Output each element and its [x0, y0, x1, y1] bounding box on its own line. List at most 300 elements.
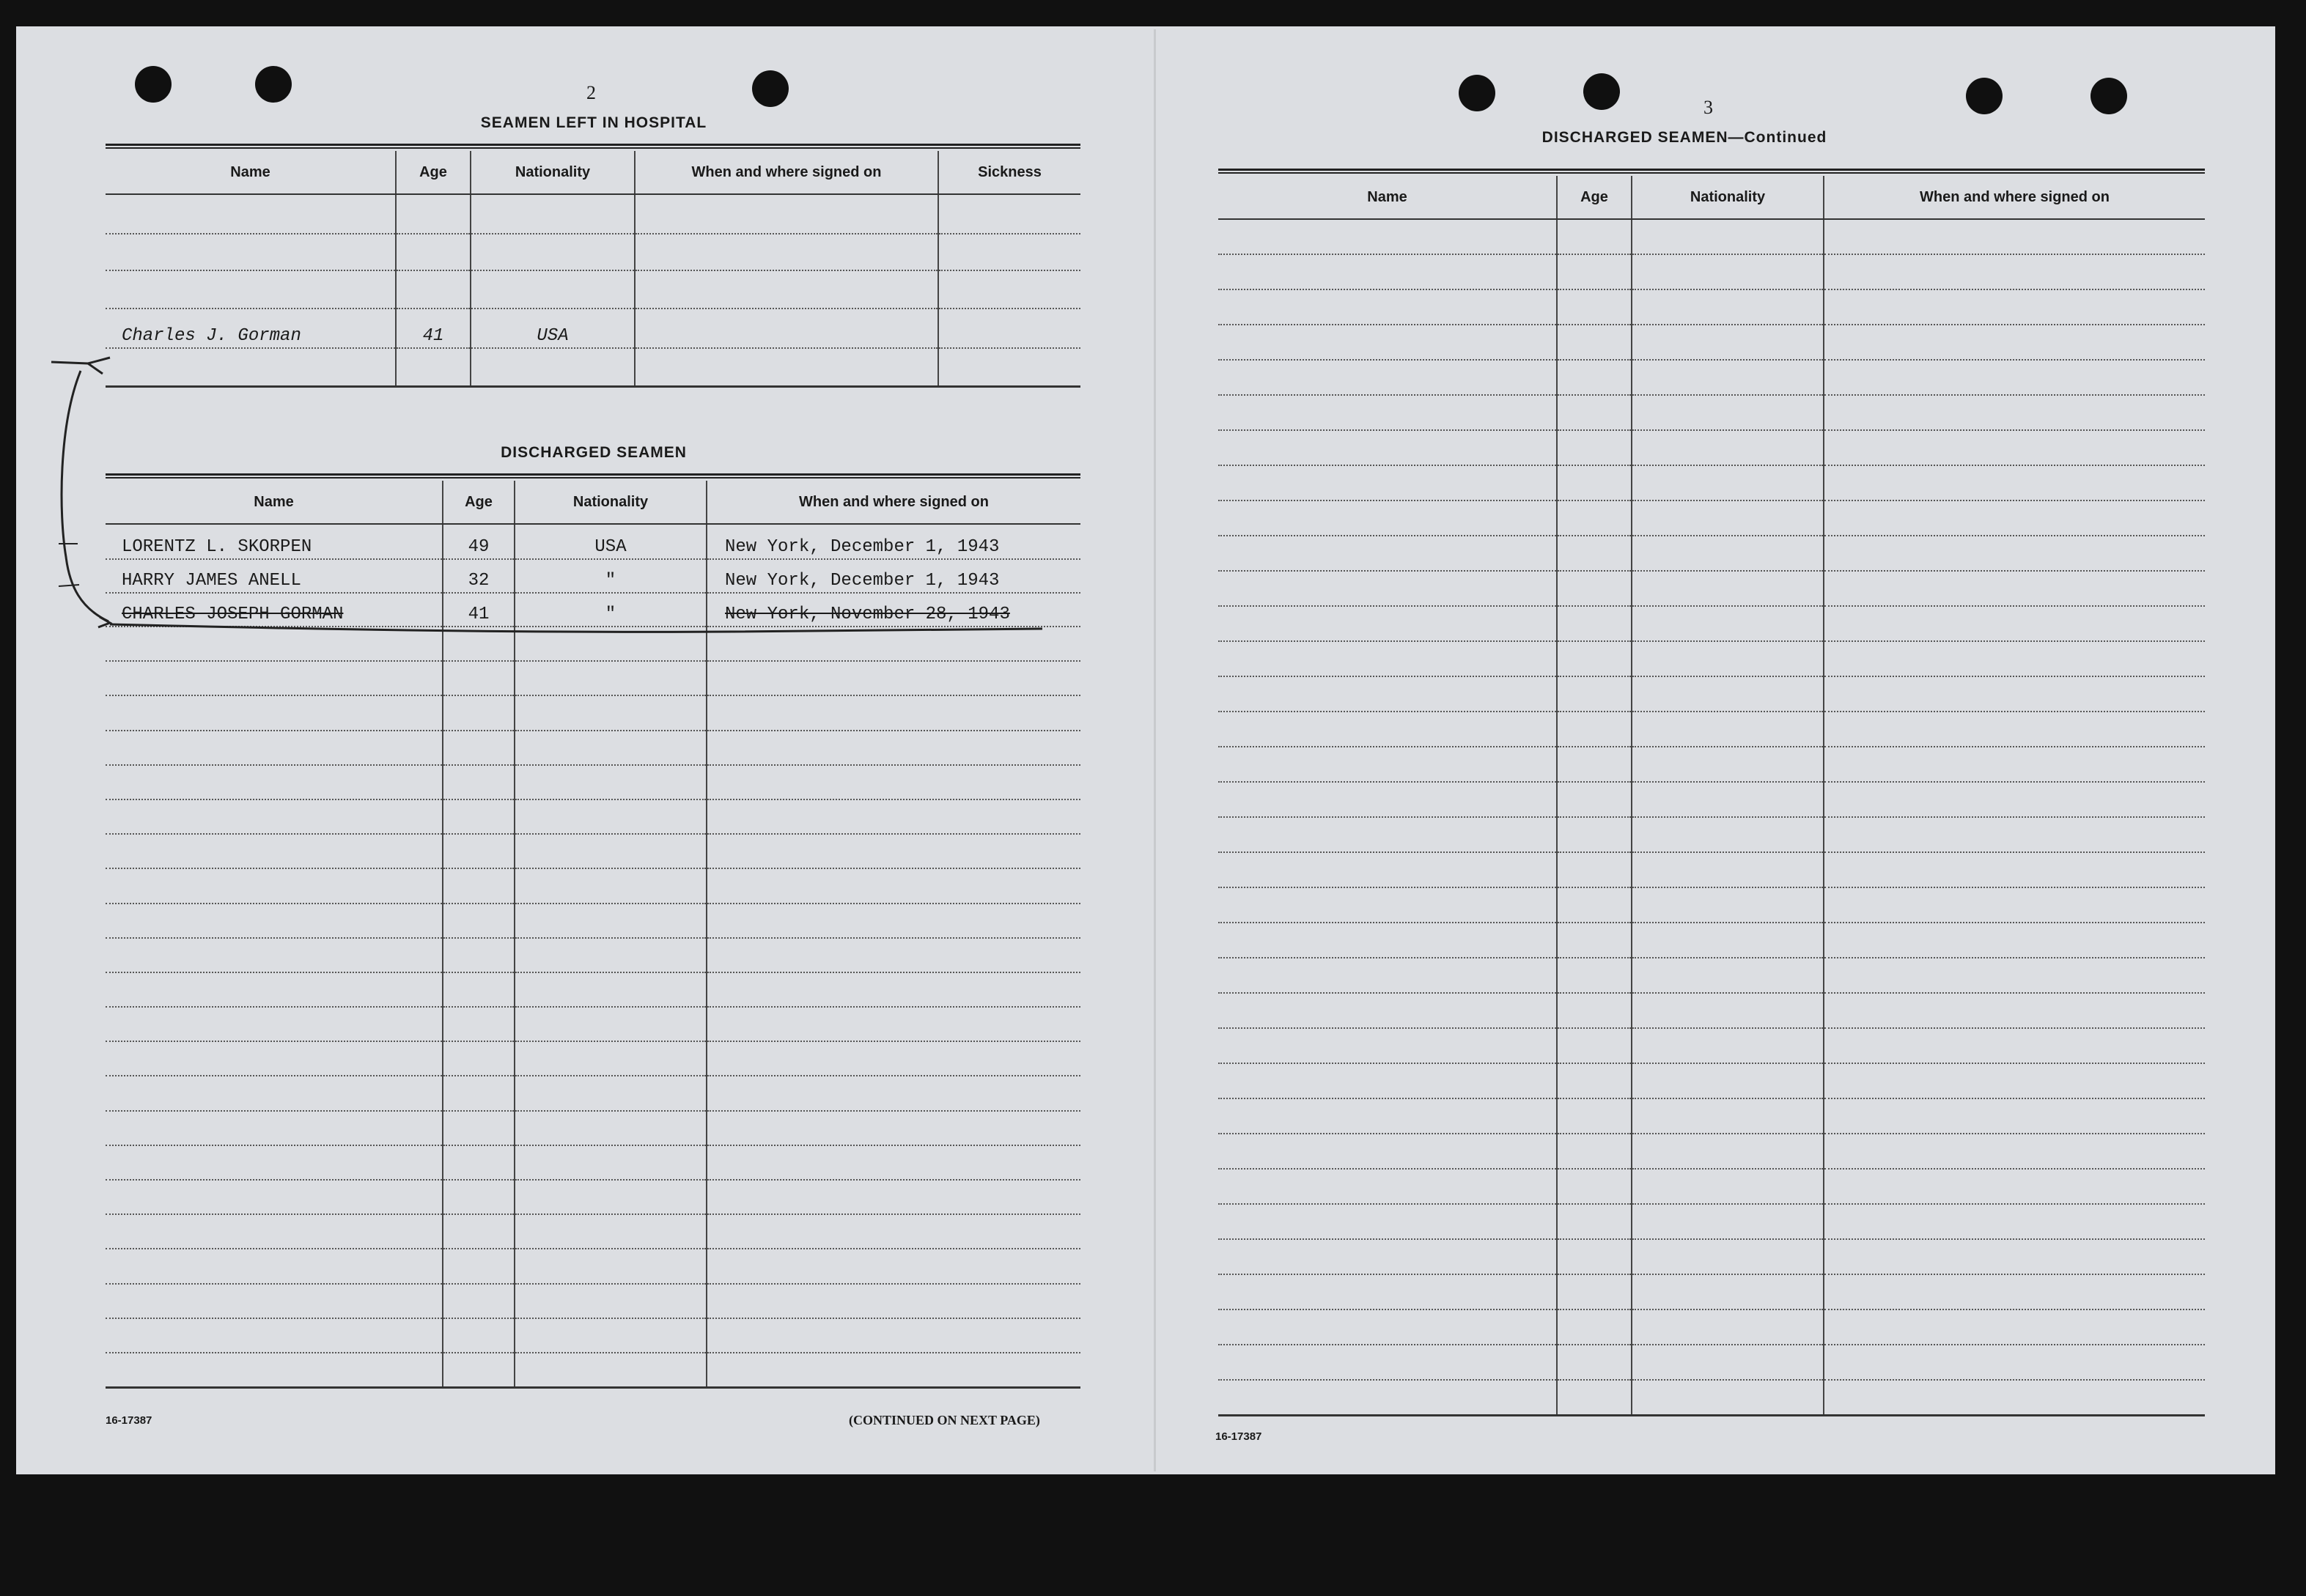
- empty-cell: [707, 765, 1080, 799]
- table-row: [1218, 1063, 2205, 1098]
- col-header-signed-on: When and where signed on: [707, 481, 1080, 524]
- table-row: [1218, 958, 2205, 993]
- table-row: [1218, 571, 2205, 606]
- table-row: [106, 1284, 1080, 1318]
- table-row: [1218, 747, 2205, 782]
- table-row: [106, 234, 1080, 270]
- empty-cell: [1557, 1274, 1632, 1309]
- empty-cell: [515, 1145, 707, 1180]
- empty-cell: [515, 904, 707, 938]
- empty-cell: [1218, 536, 1557, 571]
- empty-cell: [515, 868, 707, 903]
- table-row: [106, 765, 1080, 799]
- empty-cell: [1557, 430, 1632, 465]
- table-row: [1218, 1345, 2205, 1380]
- empty-cell: [1632, 395, 1824, 430]
- empty-cell: [1632, 536, 1824, 571]
- table-row: [1218, 536, 2205, 571]
- seaman-name: LORENTZ L. SKORPEN: [106, 524, 443, 559]
- empty-cell: [1218, 465, 1557, 500]
- table-row: [106, 559, 1080, 593]
- empty-cell: [515, 695, 707, 730]
- empty-cell: [1218, 1028, 1557, 1063]
- col-header-name: Name: [106, 481, 443, 524]
- table-row: [106, 904, 1080, 938]
- empty-cell: [1632, 1309, 1824, 1345]
- empty-cell: [443, 731, 515, 765]
- table-row: [106, 972, 1080, 1007]
- empty-cell: [1218, 219, 1557, 254]
- empty-cell: [106, 1180, 443, 1214]
- empty-cell: [106, 1284, 443, 1318]
- empty-cell: [106, 1249, 443, 1283]
- empty-cell: [443, 1076, 515, 1110]
- empty-cell: [1557, 465, 1632, 500]
- empty-cell: [1218, 1169, 1557, 1204]
- empty-cell: [1824, 852, 2205, 887]
- table-row: [1218, 1309, 2205, 1345]
- empty-cell: [106, 1111, 443, 1145]
- col-header-nationality: Nationality: [515, 481, 707, 524]
- table-row: [106, 627, 1080, 661]
- right-page: [1157, 0, 2306, 1480]
- empty-cell: [1557, 1098, 1632, 1134]
- empty-cell: [106, 1145, 443, 1180]
- table-row: [1218, 993, 2205, 1028]
- table-row: [1218, 887, 2205, 923]
- empty-cell: [1824, 817, 2205, 852]
- empty-cell: [1218, 887, 1557, 923]
- empty-cell: [1824, 465, 2205, 500]
- empty-cell: [1632, 712, 1824, 747]
- empty-cell: [1557, 571, 1632, 606]
- empty-cell: [106, 904, 443, 938]
- empty-cell: [1632, 360, 1824, 395]
- empty-cell: [707, 1145, 1080, 1180]
- empty-cell: [443, 1145, 515, 1180]
- table-row: [1218, 219, 2205, 254]
- title-rule: [106, 144, 1080, 149]
- empty-cell: [515, 661, 707, 695]
- empty-cell: [707, 627, 1080, 661]
- table-row: [106, 1076, 1080, 1110]
- empty-cell: [1824, 1028, 2205, 1063]
- empty-cell: [707, 1180, 1080, 1214]
- empty-cell: [106, 834, 443, 868]
- table-row: [1218, 712, 2205, 747]
- page-number: 2: [586, 82, 596, 103]
- page-fold: [1154, 29, 1156, 1471]
- table-row: [1218, 1169, 2205, 1204]
- empty-cell: [1824, 571, 2205, 606]
- empty-cell: [707, 731, 1080, 765]
- empty-cell: [1557, 676, 1632, 712]
- empty-cell: [707, 1318, 1080, 1353]
- empty-cell: [1824, 254, 2205, 289]
- table-row: [106, 1007, 1080, 1041]
- table-row: [106, 731, 1080, 765]
- empty-cell: [443, 1284, 515, 1318]
- empty-cell: [1557, 712, 1632, 747]
- empty-cell: [1557, 993, 1632, 1028]
- empty-cell: [1218, 923, 1557, 958]
- table-header-row: [1218, 176, 2205, 219]
- empty-cell: [515, 1214, 707, 1249]
- empty-cell: [1218, 1309, 1557, 1345]
- empty-cell: [1218, 430, 1557, 465]
- empty-cell: [443, 695, 515, 730]
- empty-cell: [106, 765, 443, 799]
- table-row: [1218, 1380, 2205, 1415]
- empty-cell: [1218, 712, 1557, 747]
- empty-cell: [1218, 1204, 1557, 1239]
- empty-cell: [1557, 1169, 1632, 1204]
- empty-cell: [707, 1249, 1080, 1283]
- table-row: [106, 270, 1080, 309]
- empty-cell: [1557, 1345, 1632, 1380]
- empty-cell: [707, 1111, 1080, 1145]
- empty-cell: [1824, 712, 2205, 747]
- empty-cell: [1632, 606, 1824, 641]
- empty-cell: [707, 868, 1080, 903]
- empty-cell: [1557, 887, 1632, 923]
- empty-cell: [515, 1111, 707, 1145]
- empty-cell: [1557, 1239, 1632, 1274]
- table-row: [1218, 430, 2205, 465]
- discharged-table: [106, 481, 1080, 1389]
- col-header-nationality: Nationality: [471, 151, 635, 194]
- empty-cell: [1824, 289, 2205, 325]
- empty-cell: [1557, 747, 1632, 782]
- empty-cell: [443, 661, 515, 695]
- table-row: [1218, 325, 2205, 360]
- empty-cell: [707, 661, 1080, 695]
- table-row: [106, 524, 1080, 559]
- col-header-name: Name: [106, 151, 396, 194]
- empty-cell: [515, 1007, 707, 1041]
- seaman-signed-on: New York, November 28, 1943: [707, 593, 1080, 627]
- empty-cell: [1557, 1063, 1632, 1098]
- discharged-continued-table: [1218, 176, 2205, 1416]
- left-page: [0, 0, 1154, 1480]
- table-row: [1218, 289, 2205, 325]
- handwritten-nationality: USA: [471, 309, 635, 348]
- empty-cell: [707, 938, 1080, 972]
- table-row: [106, 1145, 1080, 1180]
- empty-cell: [1824, 887, 2205, 923]
- empty-cell: [1632, 1028, 1824, 1063]
- empty-cell: [1632, 993, 1824, 1028]
- empty-cell: [1632, 676, 1824, 712]
- empty-cell: [1824, 923, 2205, 958]
- empty-cell: [515, 1249, 707, 1283]
- empty-cell: [1632, 641, 1824, 676]
- col-header-signed-on: When and where signed on: [635, 151, 938, 194]
- table-row: [1218, 782, 2205, 817]
- empty-cell: [1824, 325, 2205, 360]
- empty-cell: [1218, 395, 1557, 430]
- form-number: 16-17387: [106, 1414, 152, 1427]
- empty-cell: [515, 1353, 707, 1387]
- empty-cell: [1824, 360, 2205, 395]
- empty-cell: [443, 1214, 515, 1249]
- empty-cell: [1824, 1204, 2205, 1239]
- empty-cell: [1557, 219, 1632, 254]
- empty-cell: [1557, 254, 1632, 289]
- empty-cell: [1824, 1309, 2205, 1345]
- empty-cell: [1218, 254, 1557, 289]
- seaman-name: CHARLES JOSEPH GORMAN: [106, 593, 443, 627]
- empty-cell: [1632, 1380, 1824, 1415]
- empty-cell: [1824, 430, 2205, 465]
- empty-cell: [1824, 958, 2205, 993]
- empty-cell: [1218, 958, 1557, 993]
- empty-cell: [443, 1353, 515, 1387]
- empty-cell: [1632, 1204, 1824, 1239]
- empty-cell: [707, 834, 1080, 868]
- table-row: [1218, 1134, 2205, 1169]
- seaman-nationality: ": [515, 559, 707, 593]
- empty-cell: [1557, 1380, 1632, 1415]
- form-number: 16-17387: [1215, 1430, 1262, 1443]
- empty-cell: [1824, 747, 2205, 782]
- empty-cell: [1218, 571, 1557, 606]
- empty-cell: [106, 799, 443, 834]
- empty-cell: [1218, 1098, 1557, 1134]
- table-row: [1218, 606, 2205, 641]
- empty-cell: [1632, 500, 1824, 536]
- empty-cell: [1557, 852, 1632, 887]
- empty-cell: [1557, 536, 1632, 571]
- table-row: [106, 348, 1080, 386]
- empty-cell: [1218, 1239, 1557, 1274]
- table-row: [1218, 1098, 2205, 1134]
- table-row: [1218, 1028, 2205, 1063]
- empty-cell: [707, 1041, 1080, 1076]
- table-row: [1218, 395, 2205, 430]
- empty-cell: [1632, 254, 1824, 289]
- seaman-signed-on: New York, December 1, 1943: [707, 524, 1080, 559]
- empty-cell: [1824, 1063, 2205, 1098]
- empty-cell: [515, 1076, 707, 1110]
- table-header-row: [106, 151, 1080, 194]
- empty-cell: [1632, 1274, 1824, 1309]
- seaman-name: HARRY JAMES ANELL: [106, 559, 443, 593]
- table-row: [1218, 641, 2205, 676]
- empty-cell: [106, 1041, 443, 1076]
- empty-cell: [1632, 289, 1824, 325]
- empty-cell: [1632, 1098, 1824, 1134]
- seaman-signed-on: New York, December 1, 1943: [707, 559, 1080, 593]
- empty-cell: [1218, 606, 1557, 641]
- table-row: [106, 593, 1080, 627]
- table-row: [106, 1111, 1080, 1145]
- empty-cell: [1218, 852, 1557, 887]
- empty-cell: [1824, 993, 2205, 1028]
- empty-cell: [1218, 641, 1557, 676]
- table-row: [106, 834, 1080, 868]
- col-header-signed-on: When and where signed on: [1824, 176, 2205, 219]
- title-suffix: —Continued: [1728, 129, 1827, 146]
- empty-cell: [443, 1249, 515, 1283]
- empty-cell: [1824, 676, 2205, 712]
- table-row: [106, 1214, 1080, 1249]
- empty-cell: [1632, 817, 1824, 852]
- empty-cell: [443, 938, 515, 972]
- empty-cell: [515, 1180, 707, 1214]
- table-row: [106, 938, 1080, 972]
- empty-cell: [1824, 219, 2205, 254]
- empty-cell: [515, 1318, 707, 1353]
- empty-cell: [106, 661, 443, 695]
- empty-cell: [443, 627, 515, 661]
- empty-cell: [106, 695, 443, 730]
- table-row: [106, 868, 1080, 903]
- empty-cell: [1632, 465, 1824, 500]
- empty-cell: [1218, 782, 1557, 817]
- discharged-section-title: DISCHARGED SEAMEN: [501, 444, 687, 461]
- empty-cell: [106, 972, 443, 1007]
- empty-cell: [1218, 1274, 1557, 1309]
- table-row: [1218, 465, 2205, 500]
- empty-cell: [443, 1318, 515, 1353]
- table-row: [1218, 1204, 2205, 1239]
- empty-cell: [1218, 817, 1557, 852]
- empty-cell: [1557, 395, 1632, 430]
- empty-cell: [106, 868, 443, 903]
- empty-cell: [1218, 325, 1557, 360]
- discharged-continued-title: [1465, 129, 1904, 147]
- empty-cell: [515, 972, 707, 1007]
- empty-cell: [106, 938, 443, 972]
- empty-cell: [1218, 1063, 1557, 1098]
- seaman-age: 49: [443, 524, 515, 559]
- empty-cell: [106, 1007, 443, 1041]
- empty-cell: [1218, 993, 1557, 1028]
- empty-cell: [1557, 1309, 1632, 1345]
- empty-cell: [1824, 500, 2205, 536]
- empty-cell: [1557, 1028, 1632, 1063]
- empty-cell: [1632, 887, 1824, 923]
- empty-cell: [515, 627, 707, 661]
- seaman-age: 41: [443, 593, 515, 627]
- hospital-section-title: SEAMEN LEFT IN HOSPITAL: [480, 114, 707, 131]
- empty-cell: [1824, 1274, 2205, 1309]
- empty-cell: [1218, 676, 1557, 712]
- empty-cell: [106, 1214, 443, 1249]
- table-row: [1218, 676, 2205, 712]
- table-row: [1218, 1239, 2205, 1274]
- empty-cell: [1824, 1134, 2205, 1169]
- empty-cell: [1218, 500, 1557, 536]
- empty-cell: [1824, 1169, 2205, 1204]
- table-row: [106, 661, 1080, 695]
- empty-cell: [707, 1007, 1080, 1041]
- seaman-age: 32: [443, 559, 515, 593]
- seaman-nationality: USA: [515, 524, 707, 559]
- empty-cell: [707, 904, 1080, 938]
- table-row: [106, 1318, 1080, 1353]
- empty-cell: [1557, 958, 1632, 993]
- table-row: [106, 194, 1080, 234]
- empty-cell: [1824, 641, 2205, 676]
- table-row: [106, 695, 1080, 730]
- table-row: [106, 799, 1080, 834]
- empty-cell: [707, 1214, 1080, 1249]
- table-header-row: [106, 481, 1080, 524]
- empty-cell: [1824, 1345, 2205, 1380]
- empty-cell: [1557, 1134, 1632, 1169]
- empty-cell: [515, 731, 707, 765]
- empty-cell: [1632, 923, 1824, 958]
- empty-cell: [1557, 500, 1632, 536]
- title-rule: [1218, 169, 2205, 174]
- empty-cell: [443, 834, 515, 868]
- empty-cell: [1632, 1063, 1824, 1098]
- empty-cell: [1632, 430, 1824, 465]
- empty-cell: [707, 1284, 1080, 1318]
- empty-cell: [1632, 852, 1824, 887]
- empty-cell: [515, 799, 707, 834]
- col-header-sickness: Sickness: [938, 151, 1080, 194]
- col-header-nationality: Nationality: [1632, 176, 1824, 219]
- empty-cell: [1632, 782, 1824, 817]
- table-row: [1218, 500, 2205, 536]
- empty-cell: [515, 1284, 707, 1318]
- empty-cell: [1824, 1098, 2205, 1134]
- empty-cell: [443, 1041, 515, 1076]
- empty-cell: [106, 1318, 443, 1353]
- empty-cell: [1557, 606, 1632, 641]
- empty-cell: [1557, 1204, 1632, 1239]
- empty-cell: [707, 1353, 1080, 1387]
- empty-cell: [1557, 782, 1632, 817]
- empty-cell: [106, 627, 443, 661]
- empty-cell: [515, 765, 707, 799]
- empty-cell: [1557, 817, 1632, 852]
- empty-cell: [1632, 747, 1824, 782]
- empty-cell: [443, 1111, 515, 1145]
- empty-cell: [443, 904, 515, 938]
- empty-cell: [1557, 360, 1632, 395]
- empty-cell: [1824, 1380, 2205, 1415]
- table-row: [106, 309, 1080, 348]
- empty-cell: [1632, 1134, 1824, 1169]
- empty-cell: [1557, 289, 1632, 325]
- empty-cell: [515, 1041, 707, 1076]
- empty-cell: [515, 834, 707, 868]
- empty-cell: [106, 731, 443, 765]
- title-rule: [106, 473, 1080, 479]
- empty-cell: [1632, 958, 1824, 993]
- empty-cell: [443, 765, 515, 799]
- empty-cell: [1218, 1134, 1557, 1169]
- empty-cell: [1824, 1239, 2205, 1274]
- col-header-age: Age: [443, 481, 515, 524]
- empty-cell: [106, 1076, 443, 1110]
- empty-cell: [707, 972, 1080, 1007]
- empty-cell: [1218, 1380, 1557, 1415]
- empty-cell: [707, 799, 1080, 834]
- handwritten-age: 41: [396, 309, 471, 348]
- empty-cell: [1632, 1345, 1824, 1380]
- empty-cell: [1557, 641, 1632, 676]
- seaman-nationality: ": [515, 593, 707, 627]
- empty-cell: [1824, 606, 2205, 641]
- table-row: [1218, 923, 2205, 958]
- empty-cell: [1632, 325, 1824, 360]
- empty-cell: [1218, 747, 1557, 782]
